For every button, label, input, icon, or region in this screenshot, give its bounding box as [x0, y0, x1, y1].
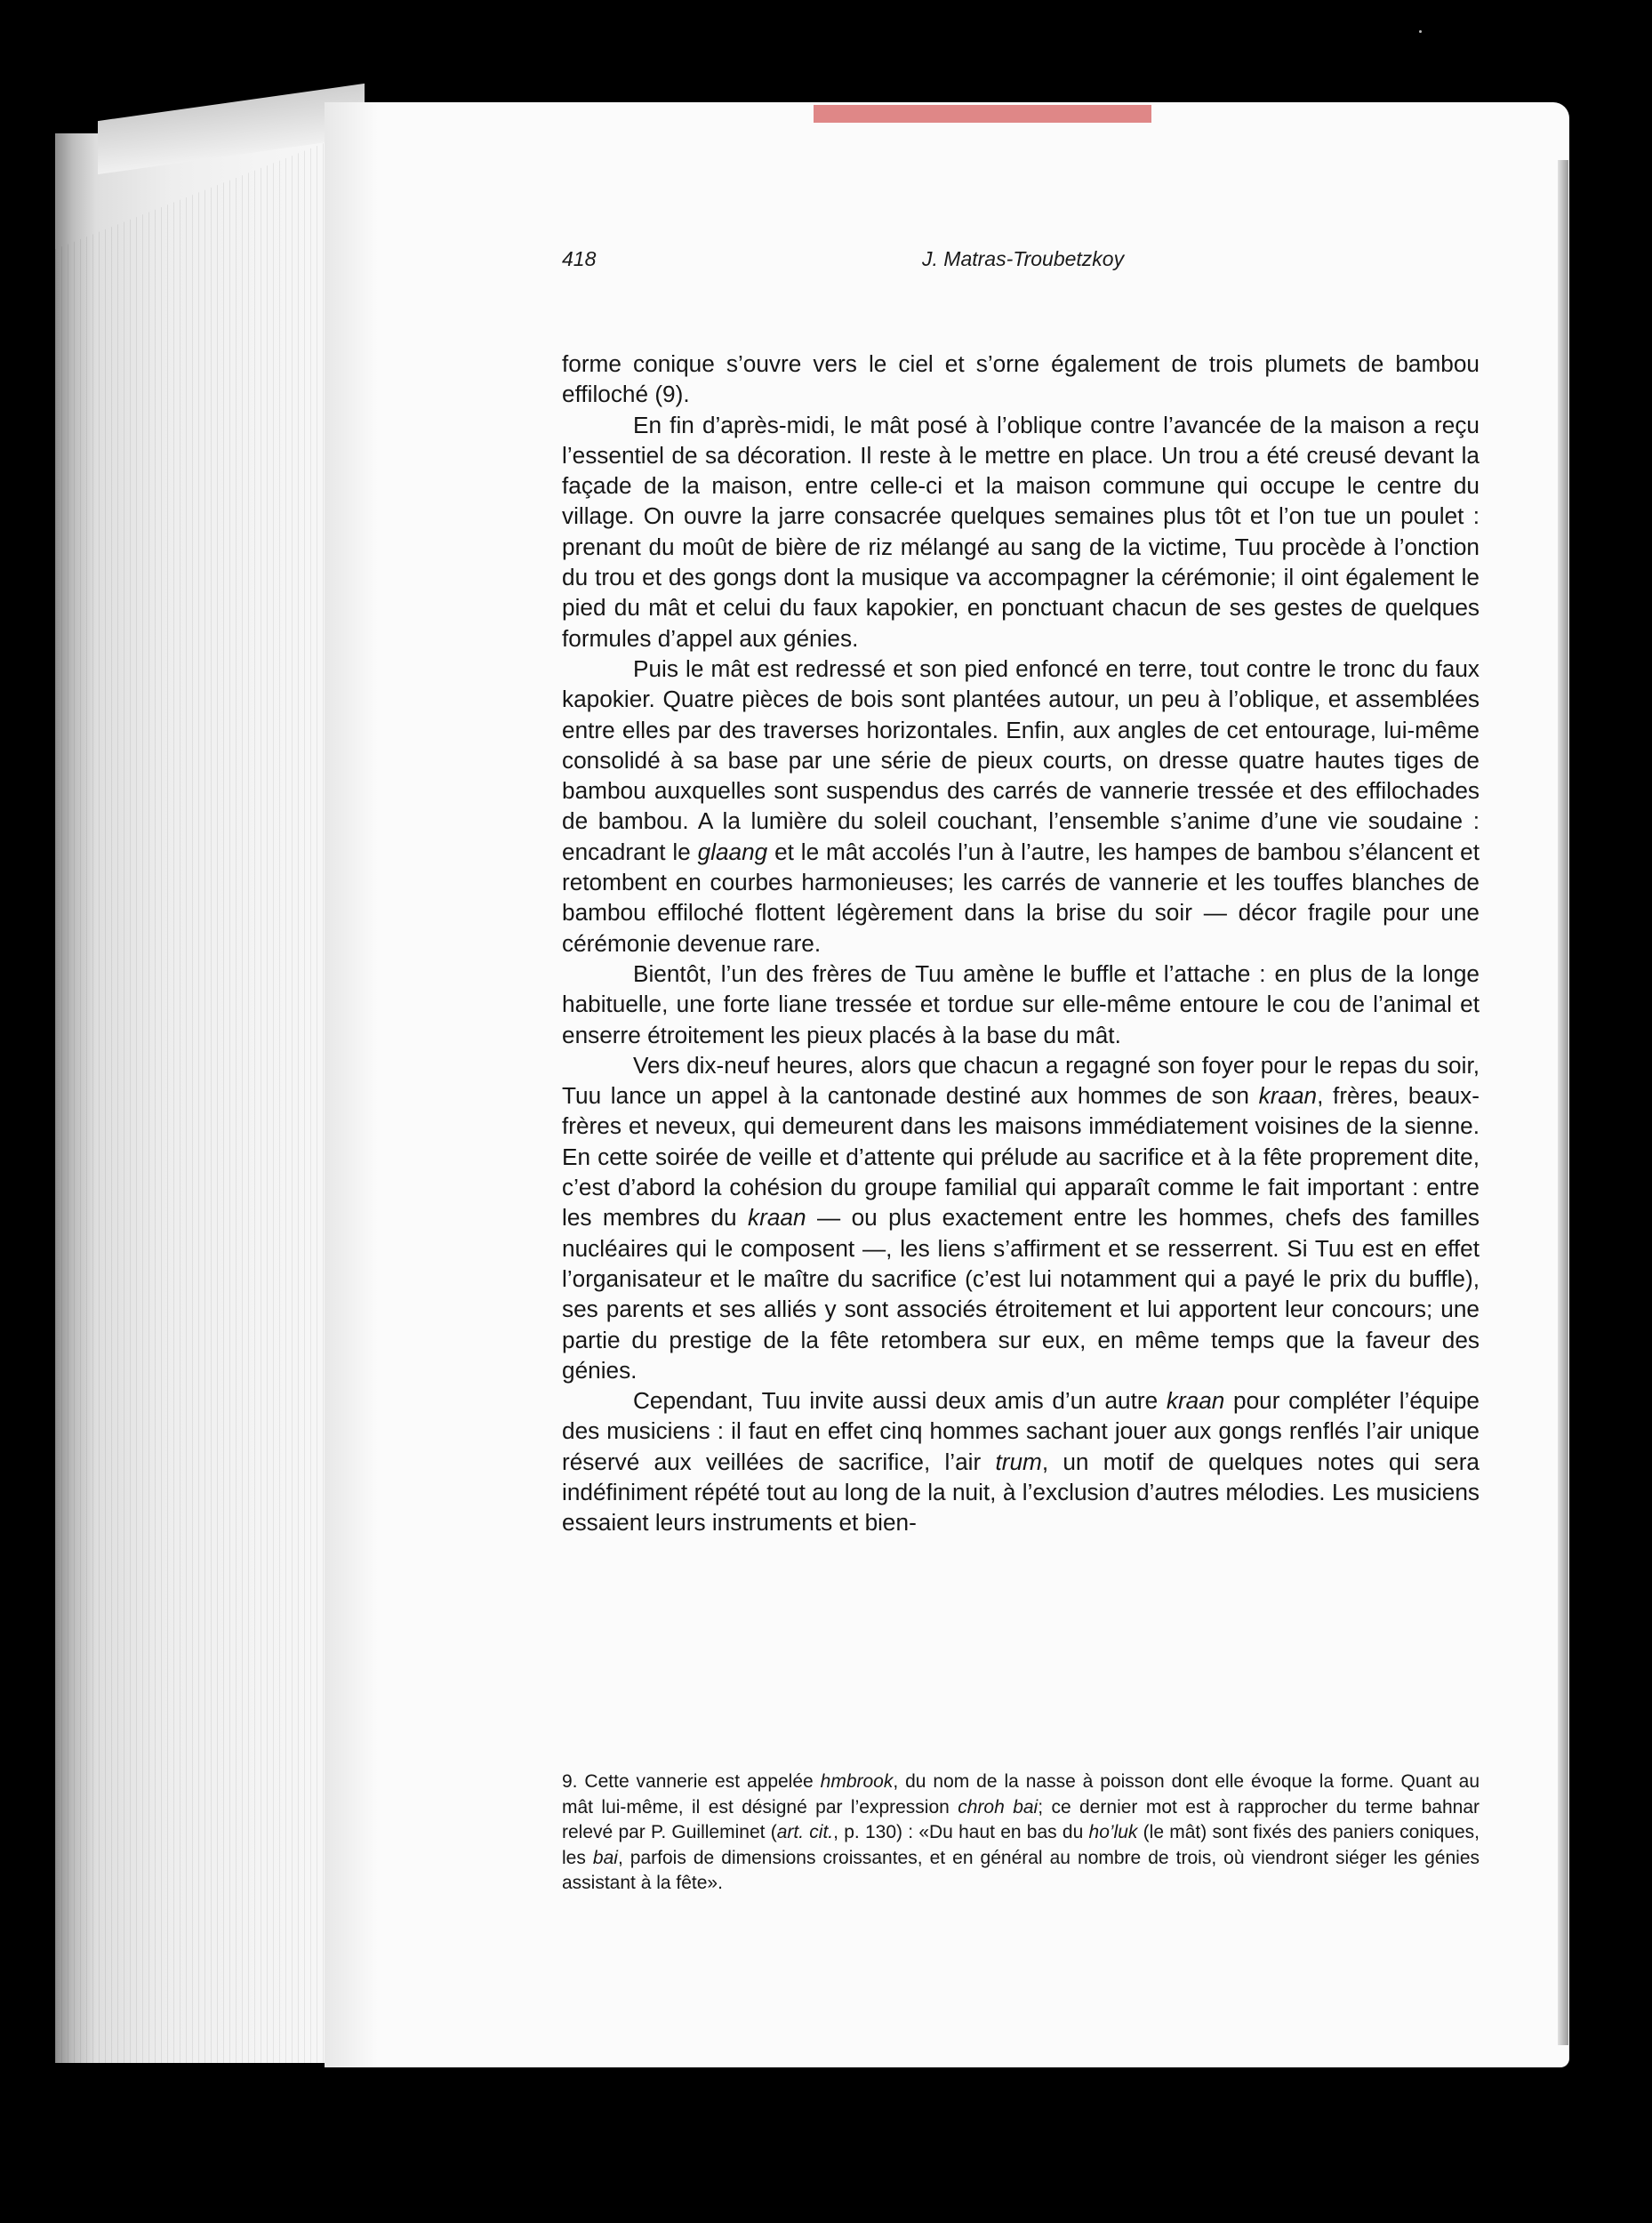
- main-text: [562, 349, 1480, 1538]
- term-chroh-bai: chroh bai: [958, 1796, 1039, 1818]
- running-head: J. Matras-Troubetzkoy: [922, 247, 1125, 270]
- bleed-through-heading-mark: [814, 105, 1151, 123]
- page-header: [562, 247, 1478, 283]
- term-bai: bai: [592, 1847, 618, 1868]
- paragraph: En fin d’après-midi, le mât posé à l’oblique contre l’avancée de la maison a reçu l’essentiel de sa décoration. Il reste à le mettre en place. Un trou a été creusé devant la façade de la maison, entre celle-ci et la maison commune qui occupe le centre du village. On ouvre la jarre consacrée quelques semaines plus tôt et l’on tue un poulet : prenant du moût de bière de riz mélangé au sang de la victime, Tuu procède à l’onction du trou et des gongs dont la musique va accompagner la cérémonie; il oint également le pied du mât et celui du faux kapokier, en ponctuant chacun de ses gestes de quelques formules d’appel aux génies.: [562, 411, 1480, 652]
- page-number: 418: [562, 247, 597, 270]
- footnote: [562, 1770, 1480, 1897]
- term-holuk: ho’luk: [1088, 1822, 1138, 1843]
- footnote-9: 9. Cette vannerie est appelée hmbrook, du nom de la nasse à poisson dont elle évoque la forme. Quant au mât lui-même, il est désigné par l’expression chroh bai; ce dernier mot est à rapprocher du terme bahnar relevé par P. Guilleminet (art. cit., p. 130) : «Du haut en bas du ho’luk (le mât) sont fixés des paniers coniques, les bai, parfois de dimensions croissantes, et en général au nombre de trois, où viendront siéger les génies assistant à la fête».: [562, 1771, 1480, 1894]
- term-kraan: kraan: [1258, 1082, 1318, 1110]
- term-kraan: kraan: [1166, 1387, 1225, 1415]
- term-trum: trum: [995, 1448, 1042, 1475]
- book-page-edges: [55, 133, 349, 2063]
- paragraph: Bientôt, l’un des frères de Tuu amène le buffle et l’attache : en plus de la longe habituelle, une forte liane tressée et tordue sur elle-même entoure le cou de l’animal et enserre étroitement les pieux placés à la base du mât.: [562, 959, 1480, 1048]
- paragraph: Cependant, Tuu invite aussi deux amis d’un autre kraan pour compléter l’équipe des musiciens : il faut en effet cinq hommes sachant jouer aux gongs renflés l’air unique réservé aux veillées de sacrifice, l’air trum, un motif de quelques notes qui sera indéfiniment répété tout au long de la nuit, à l’exclusion d’autres mélodies. Les musiciens essaient leurs instruments et bien-: [562, 1387, 1480, 1537]
- paragraph: Vers dix-neuf heures, alors que chacun a regagné son foyer pour le repas du soir, Tuu lance un appel à la cantonade destiné aux hommes de son kraan, frères, beaux-frères et neveux, qui demeurent dans les maisons immédiatement voisines de la sienne. En cette soirée de veille et d’attente qui prélude au sacrifice et à la fête proprement dite, c’est d’abord la cohésion du groupe familial qui apparaît comme le fait important : entre les membres du kraan — ou plus exactement entre les hommes, chefs des familles nucléaires qui le composent —, les liens s’affirment et se resserrent. Si Tuu est en effet l’organisateur et le maître du sacrifice (c’est lui notamment qui a payé le prix du buffle), ses parents et ses alliés y sont associés étroitement et lui apportent leur concours; une partie du prestige de la fête retombera sur eux, en même temps que la faveur des génies.: [562, 1051, 1480, 1384]
- dust-speck: [1419, 30, 1422, 33]
- citation-art-cit: art. cit.: [776, 1822, 834, 1843]
- gutter-shadow: [325, 102, 378, 2067]
- paragraph: forme conique s’ouvre vers le ciel et s’orne également de trois plumets de bambou effiloché (9).: [562, 350, 1480, 408]
- page-right-edge: [1558, 160, 1568, 2045]
- paragraph: Puis le mât est redressé et son pied enfoncé en terre, tout contre le tronc du faux kapokier. Quatre pièces de bois sont plantées autour, un peu à l’oblique, et assemblées entre elles par des traverses horizontales. Enfin, aux angles de cet entourage, lui-même consolidé à sa base par une série de pieux courts, on dresse quatre hautes tiges de bambou auxquelles sont suspendus des carrés de vannerie tressée et des effilochades de bambou. A la lumière du soleil couchant, l’ensemble s’anime d’une vie soudaine : encadrant le glaang et le mât accolés l’un à l’autre, les hampes de bambou s’élancent et retombent en courbes harmonieuses; les carrés de vannerie et les touffes blanches de bambou effiloché flottent légèrement dans la brise du soir — décor fragile pour une cérémonie devenue rare.: [562, 654, 1480, 957]
- term-glaang: glaang: [697, 838, 768, 865]
- term-kraan: kraan: [748, 1204, 806, 1232]
- term-hmbrook: hmbrook: [820, 1771, 894, 1792]
